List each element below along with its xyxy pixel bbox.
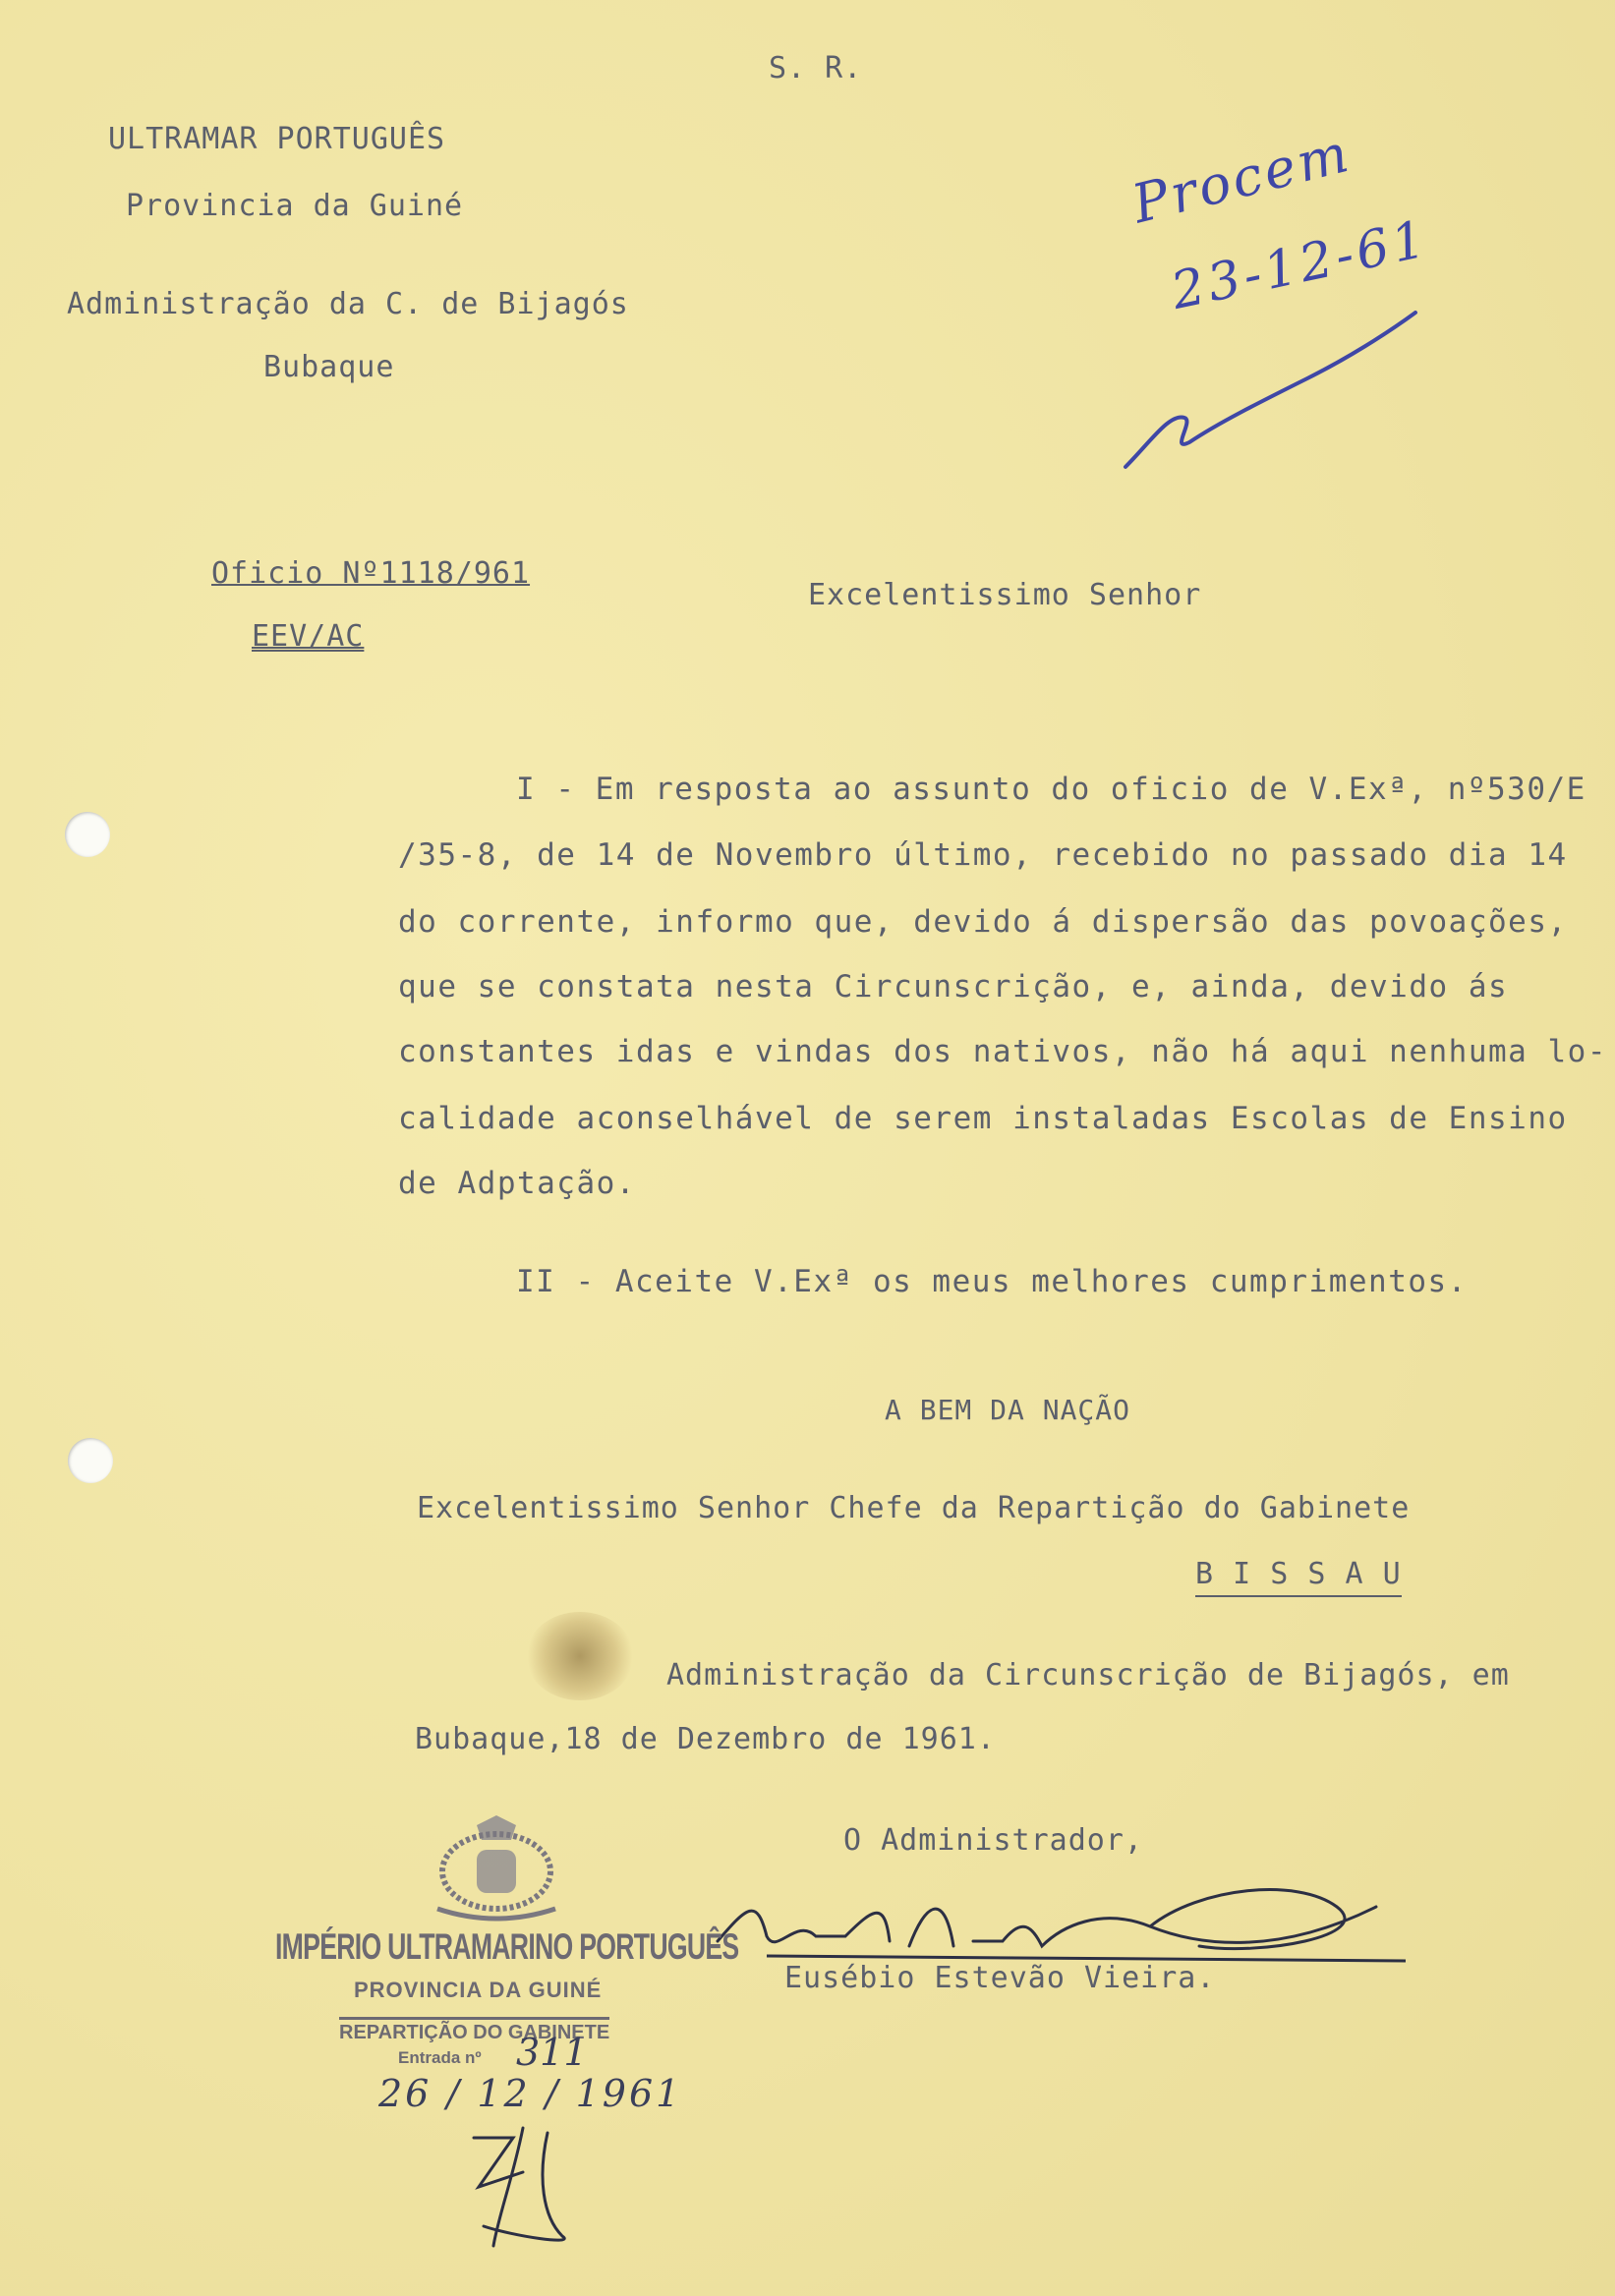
- punch-hole-bottom: [68, 1438, 113, 1483]
- oficio-number: Oficio Nº1118/961: [211, 556, 531, 591]
- addressee-line: Excelentissimo Senhor Chefe da Repartição do Gabinete: [417, 1491, 1411, 1525]
- signature-scribble: [688, 1867, 1415, 1976]
- salutation: Excelentissimo Senhor: [808, 578, 1202, 612]
- stamp-line-1: IMPÉRIO ULTRAMARINO PORTUGUÊS: [275, 1926, 739, 1967]
- signatory-name: Eusébio Estevão Vieira.: [784, 1961, 1216, 1995]
- signatory-title: O Administrador,: [843, 1823, 1143, 1858]
- header-line-3: Administração da C. de Bijagós: [67, 287, 629, 321]
- place-date-line-2: Bubaque,18 de Dezembro de 1961.: [415, 1722, 996, 1756]
- body-line: que se constata nesta Circunscrição, e, ainda, devido ás: [398, 969, 1509, 1004]
- top-mark: S. R.: [769, 51, 863, 86]
- header-line-2: Provincia da Guiné: [126, 189, 464, 223]
- handwritten-flourish: [1111, 295, 1425, 491]
- place-date-line-1: Administração da Circunscrição de Bijagós, em: [666, 1658, 1510, 1693]
- handwritten-note-line-1: Procem: [1125, 121, 1357, 236]
- body-line: /35-8, de 14 de Novembro último, recebido no passado dia 14: [398, 837, 1568, 873]
- stamp-entrada-number: 311: [516, 2031, 588, 2074]
- stamp-line-2: PROVINCIA DA GUINÉ: [354, 1978, 603, 2002]
- coat-of-arms-icon: [423, 1810, 570, 1919]
- punch-hole-top: [65, 812, 110, 857]
- body-line: I - Em resposta ao assunto do oficio de V.Exª, nº530/E: [516, 772, 1586, 807]
- stamp-date: 26 / 12 / 1961: [378, 2072, 683, 2115]
- ink-stain: [526, 1612, 634, 1700]
- body-line: constantes idas e vindas dos nativos, não há aqui nenhuma lo-: [398, 1034, 1607, 1069]
- addressee-city: B I S S A U: [1195, 1557, 1402, 1597]
- handwritten-note-line-2: 23-12-61: [1166, 209, 1434, 321]
- stamp-entrada-label: Entrada nº: [398, 2048, 482, 2067]
- body-line: de Adptação.: [398, 1166, 636, 1201]
- stamp-initials-scribble: [454, 2118, 592, 2256]
- body-line: do corrente, informo que, devido á dispersão das povoações,: [398, 904, 1568, 940]
- header-line-4: Bubaque: [263, 350, 395, 384]
- motto: A BEM DA NAÇÃO: [885, 1394, 1131, 1426]
- header-line-1: ULTRAMAR PORTUGUÊS: [108, 122, 446, 156]
- reference-initials: EEV/AC: [252, 619, 365, 654]
- closing-line: II - Aceite V.Exª os meus melhores cumprimentos.: [516, 1264, 1468, 1299]
- stamp-line-3: REPARTIÇÃO DO GABINETE: [339, 2017, 609, 2044]
- body-line: calidade aconselhável de serem instaladas Escolas de Ensino: [398, 1101, 1568, 1136]
